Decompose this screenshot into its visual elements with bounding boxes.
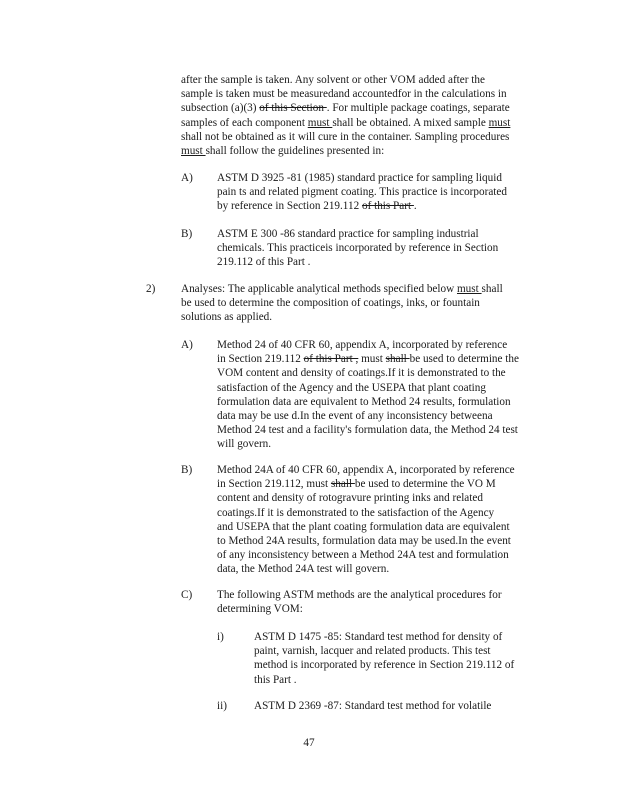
text-run: samples of each component bbox=[181, 116, 308, 129]
sub-item-i-label: i) bbox=[217, 631, 224, 643]
text-run: must bbox=[358, 353, 386, 366]
text-run: data, the Method 24A test will govern. bbox=[217, 563, 390, 576]
text-run: The following ASTM methods are the analytical procedures for bbox=[217, 589, 502, 601]
text-line bbox=[217, 423, 519, 437]
text-run: satisfaction of the Agency and the USEPA that plant coating bbox=[217, 381, 486, 394]
text-line bbox=[217, 491, 515, 505]
text-run: by reference in Section 219.112 bbox=[217, 200, 362, 213]
text-line bbox=[217, 437, 519, 451]
text-run: . For multiple package coatings, separate bbox=[326, 102, 510, 115]
text-line bbox=[217, 562, 515, 576]
text-run: data may be use d.In the event of any inconsistency betweena bbox=[217, 410, 493, 423]
text-run: be used to determine the composition of coatings, inks, or fountain bbox=[181, 297, 480, 310]
text-run: of any inconsistency between a Method 24A test and formulation bbox=[217, 549, 509, 562]
astm-item-a-label: A) bbox=[181, 172, 193, 184]
text-line bbox=[181, 87, 510, 101]
sub-item-ii-text bbox=[254, 699, 491, 713]
text-run: in Section 219.112 bbox=[217, 353, 304, 366]
text-line bbox=[254, 658, 514, 672]
text-run: coatings.If it is demonstrated to the satisfaction of the Agency bbox=[217, 506, 495, 519]
page-number: 47 bbox=[303, 737, 315, 749]
section-2-label: 2) bbox=[146, 283, 156, 295]
text-line bbox=[217, 352, 519, 366]
text-run: chemicals. This practiceis incorporated by reference in Section bbox=[217, 242, 499, 255]
text-line bbox=[217, 395, 519, 409]
section-2-text bbox=[181, 282, 503, 325]
text-line bbox=[217, 477, 515, 491]
text-run: solutions as applied. bbox=[181, 311, 273, 324]
text-line bbox=[254, 699, 491, 713]
method-item-b-text bbox=[217, 463, 515, 577]
method-item-c-text bbox=[217, 588, 502, 616]
text-run: VOM content and density of coatings.If it is demonstrated to the bbox=[217, 367, 506, 380]
text-line bbox=[254, 644, 514, 658]
text-run: Method 24A of 40 CFR 60, appendix A, incorporated by reference bbox=[217, 464, 515, 476]
text-run: formulation data are equivalent to Method 24 results, formulation bbox=[217, 395, 511, 408]
text-line bbox=[217, 520, 515, 534]
text-line bbox=[181, 116, 510, 130]
text-run: shall follow the guidelines presented in: bbox=[205, 145, 385, 158]
text-line bbox=[181, 73, 510, 87]
text-line bbox=[181, 310, 503, 324]
text-run: ASTM E 300 -86 standard practice for sampling industrial bbox=[217, 228, 479, 240]
text-run: shall not be obtained as it will cure in the container. Sampling procedures bbox=[181, 130, 510, 143]
sub-item-ii-label: ii) bbox=[217, 700, 227, 712]
text-run: subsection (a)(3) bbox=[181, 102, 260, 115]
text-run: method is incorporated by reference in Section 219.112 of bbox=[254, 659, 515, 672]
text-run: and USEPA that the plant coating formulation data are equivalent bbox=[217, 520, 510, 533]
text-run: paint, varnish, lacquer and related products. This test bbox=[254, 645, 491, 658]
underlined-text: must bbox=[456, 283, 482, 295]
struck-text: of this Part , bbox=[303, 353, 359, 366]
text-line bbox=[181, 101, 510, 115]
text-run: ASTM D 3925 -81 (1985) standard practice for sampling liquid bbox=[217, 172, 502, 184]
underlined-text: must bbox=[181, 145, 206, 158]
text-line bbox=[217, 409, 519, 423]
text-line bbox=[217, 227, 498, 241]
text-run: pain ts and related pigment coating. This practice is incorporated bbox=[217, 186, 507, 199]
struck-text: of this Part bbox=[361, 200, 414, 213]
text-run: ASTM D 2369 -87: Standard test method for volatile bbox=[254, 700, 492, 712]
struck-text: of this Section bbox=[259, 102, 327, 115]
text-line bbox=[217, 463, 515, 477]
text-run: Analyses: The applicable analytical methods specified below bbox=[181, 283, 457, 295]
astm-item-b-text bbox=[217, 227, 498, 270]
text-line bbox=[217, 366, 519, 380]
text-run: after the sample is taken. Any solvent or other VOM added after the bbox=[181, 74, 485, 86]
text-line bbox=[181, 130, 510, 144]
text-line bbox=[181, 282, 503, 296]
astm-item-a-text bbox=[217, 171, 507, 214]
text-run: be used to determine the bbox=[409, 353, 519, 366]
method-item-a-text bbox=[217, 338, 519, 452]
text-run: content and density of rotogravure printing inks and related bbox=[217, 492, 483, 505]
method-item-c-label: C) bbox=[181, 589, 193, 601]
text-line bbox=[181, 296, 503, 310]
underlined-text: must bbox=[307, 116, 333, 129]
text-run: to Method 24A results, formulation data may be used.In the event bbox=[217, 535, 511, 548]
text-run: shall be obtained. A mixed sample bbox=[332, 116, 489, 129]
text-run: determining VOM: bbox=[217, 603, 303, 616]
text-line bbox=[217, 255, 498, 269]
text-run: . bbox=[413, 200, 417, 213]
text-line bbox=[217, 588, 502, 602]
text-run: Method 24 of 40 CFR 60, appendix A, incorporated by reference bbox=[217, 339, 508, 351]
intro-paragraph bbox=[181, 73, 510, 158]
astm-item-b-label: B) bbox=[181, 228, 193, 240]
text-run: be used to determine the VO M bbox=[354, 478, 496, 491]
text-run: in Section 219.112, must bbox=[217, 478, 331, 491]
text-run: 219.112 of this Part . bbox=[217, 256, 311, 269]
text-line bbox=[217, 534, 515, 548]
text-run: ASTM D 1475 -85: Standard test method for density of bbox=[254, 631, 503, 643]
text-line bbox=[217, 185, 507, 199]
text-line bbox=[254, 630, 514, 644]
text-line bbox=[217, 241, 498, 255]
text-line bbox=[217, 548, 515, 562]
text-line bbox=[217, 506, 515, 520]
text-line bbox=[217, 338, 519, 352]
text-line bbox=[217, 381, 519, 395]
method-item-b-label: B) bbox=[181, 464, 193, 476]
text-run: will govern. bbox=[217, 438, 272, 451]
text-run: sample is taken must be measuredand accountedfor in the calculations in bbox=[181, 88, 507, 101]
text-line bbox=[181, 144, 510, 158]
text-run: Method 24 test and a facility's formulation data, the Method 24 test bbox=[217, 424, 518, 437]
struck-text: shall bbox=[330, 478, 355, 491]
text-line bbox=[217, 602, 502, 616]
text-line bbox=[217, 171, 507, 185]
underlined-text: must bbox=[488, 116, 511, 129]
text-line bbox=[217, 199, 507, 213]
text-line bbox=[254, 673, 514, 687]
text-run: shall bbox=[481, 283, 503, 295]
method-item-a-label: A) bbox=[181, 339, 193, 351]
sub-item-i-text bbox=[254, 630, 514, 687]
text-run: this Part . bbox=[254, 673, 297, 686]
struck-text: shall bbox=[385, 353, 410, 366]
